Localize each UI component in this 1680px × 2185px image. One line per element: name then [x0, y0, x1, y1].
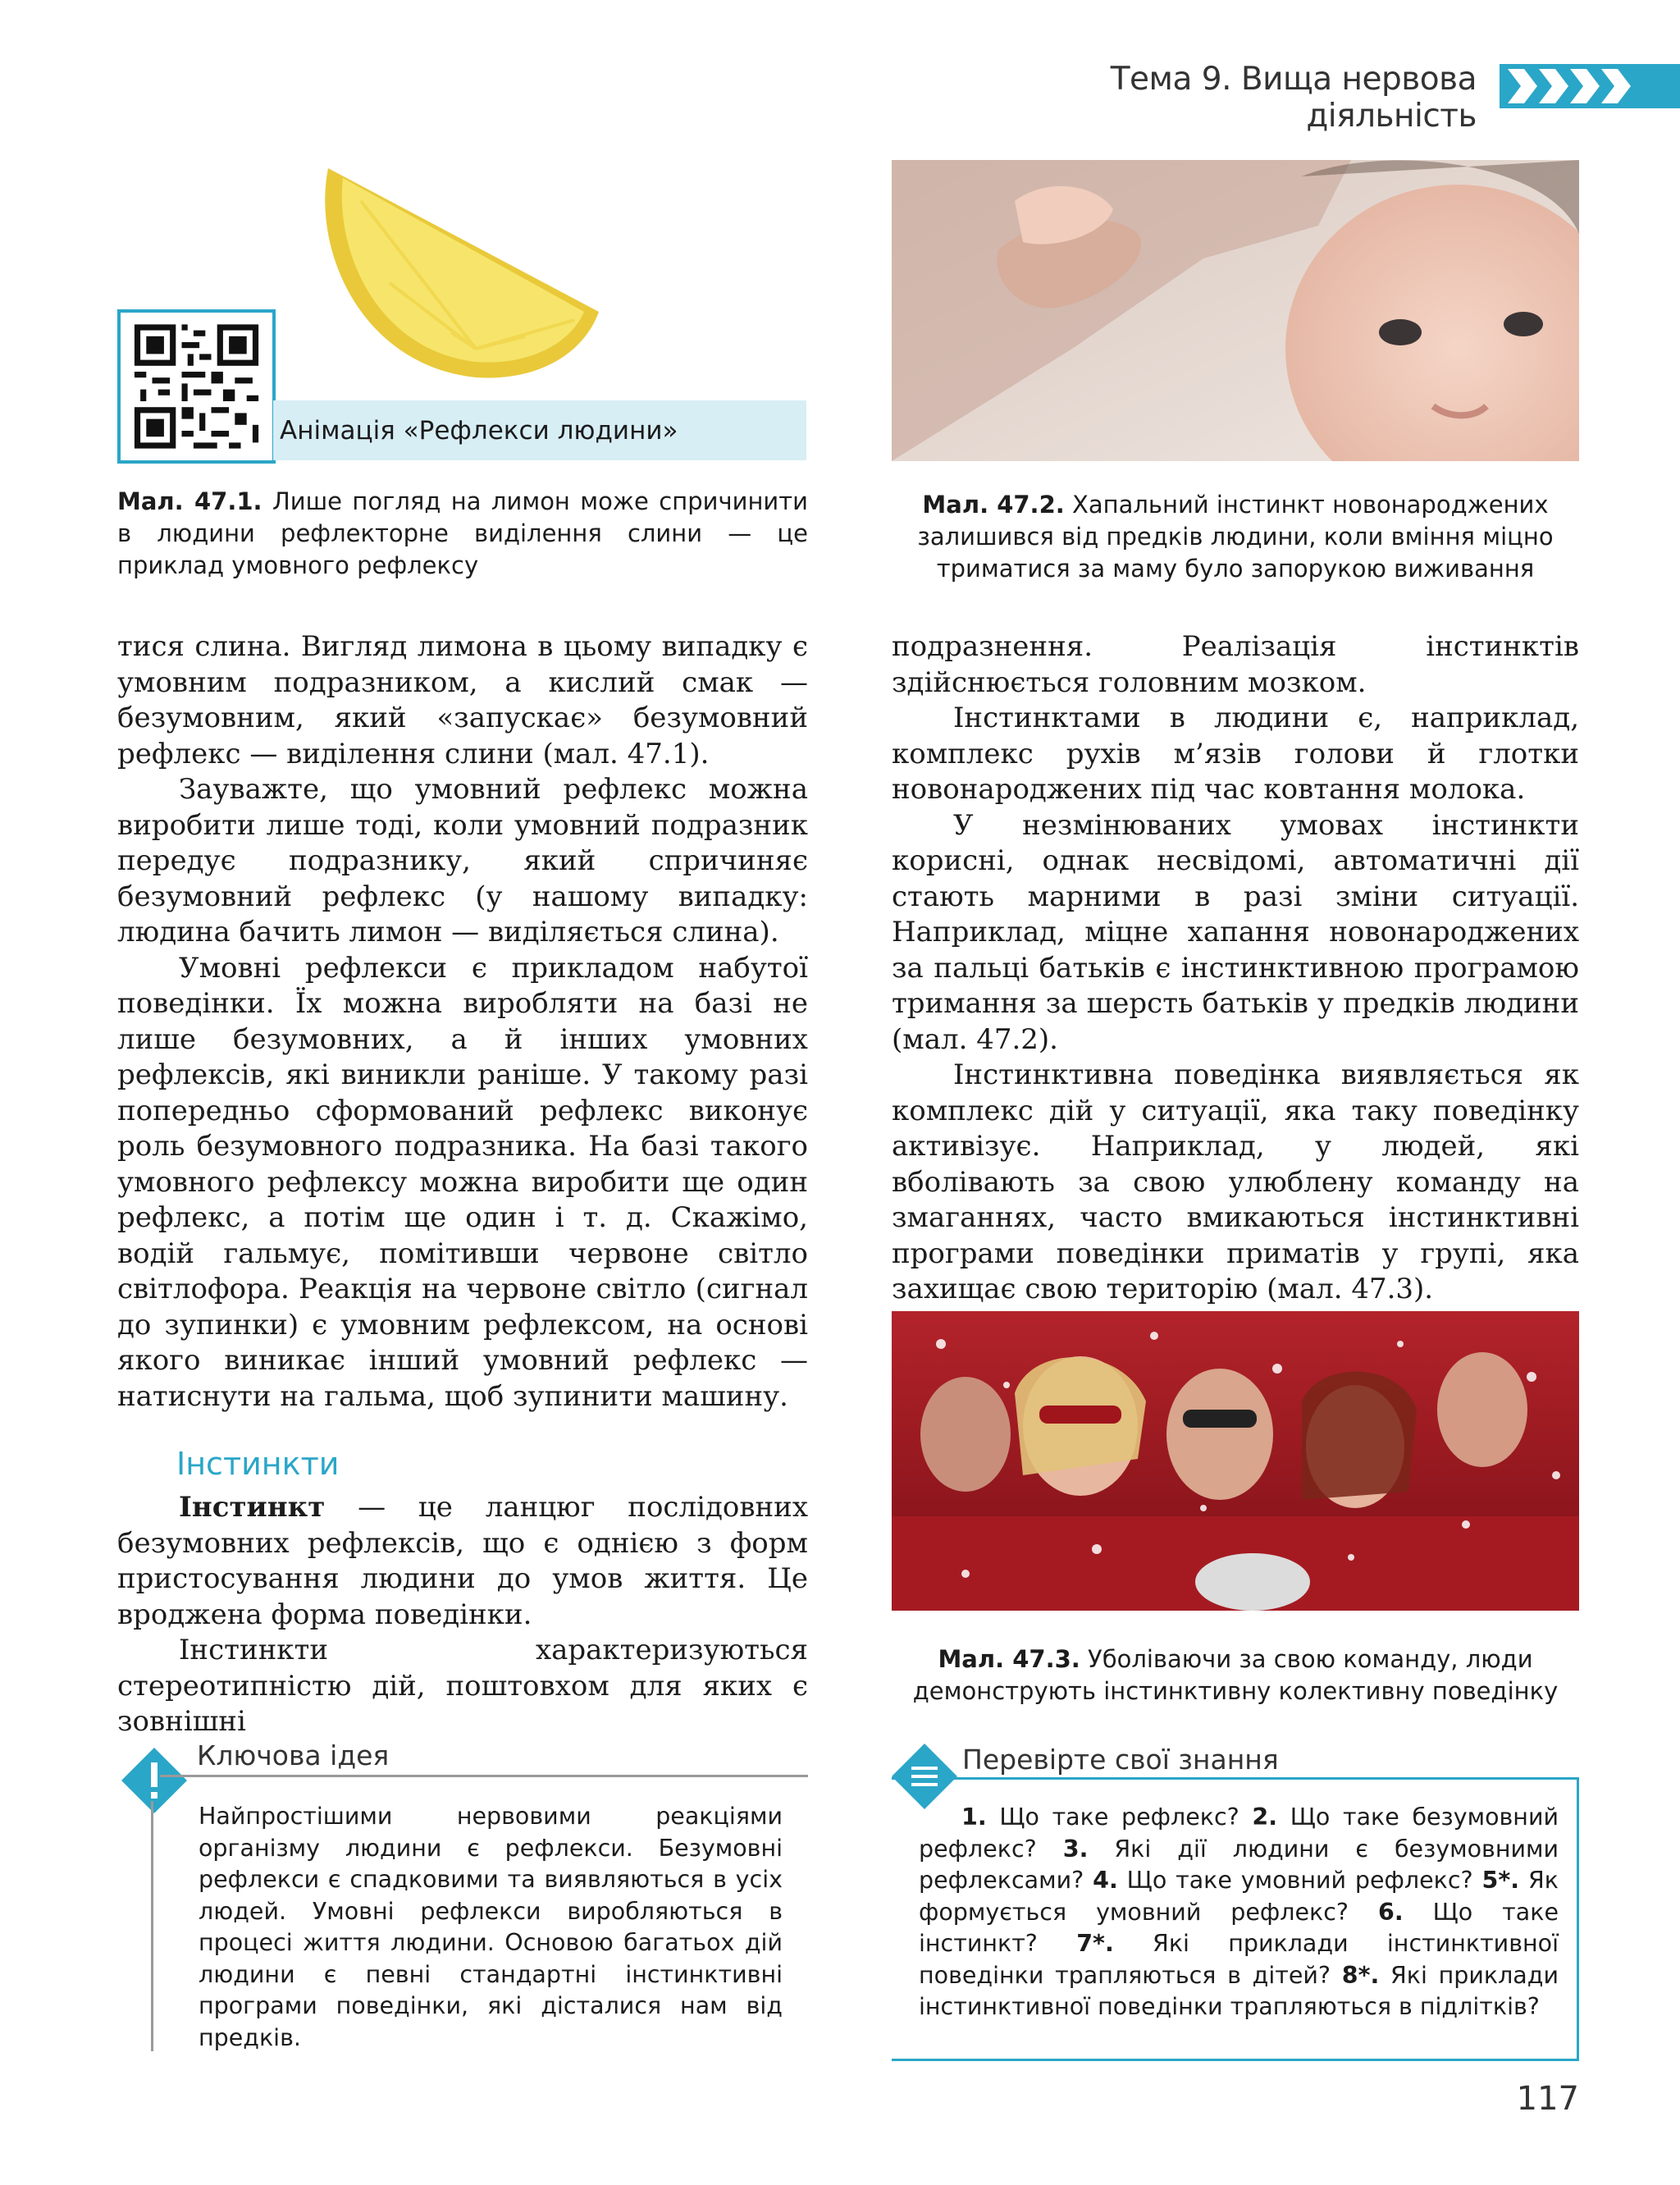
paragraph: У незмінюваних умовах інстинкти корисні, однак несвідомі, автоматичні дії стають марними в разі зміни ситуації. Наприклад, міцне хапання новонароджених за пальці батьків є інстинктивною програмою тримання за шерсть батьків у предків людини (мал. 47.2). — [892, 808, 1579, 1056]
figure-label: Мал. 47.3. — [938, 1645, 1080, 1673]
question-number: 6. — [1378, 1898, 1404, 1926]
qr-code-frame[interactable] — [117, 309, 276, 464]
list-icon — [892, 1744, 957, 1809]
question-text: Що таке інстинкт? — [919, 1898, 1559, 1957]
question-text: Що таке умовний рефлекс? — [1117, 1867, 1482, 1894]
page-number: 117 — [1516, 2080, 1579, 2118]
question-text: Що таке безумовний рефлекс? — [919, 1803, 1559, 1863]
paragraph: Інстинктивна поведінка виявляється як комплекс дій у ситуації, яка таку поведінку активізує. Наприклад, у людей, які вболівають за свою улюблену команду на змаганнях, часто вмикаються інстинктивні програми поведінки приматів у групі, яка захищає свою територію (мал. 47.3). — [892, 1058, 1579, 1305]
fans-crowd-image — [892, 1311, 1579, 1611]
figure-caption-text: Уболіваючи за свою команду, люди демонструють інстинктивну колективну поведінку — [912, 1645, 1559, 1705]
baby-grasp-image — [892, 160, 1579, 461]
paragraph: тися слина. Вигляд лимона в цьому випадку є умовним подразником, а кислий смак — безумовним, який «запускає» безумовний рефлекс — виділення слини (мал. 47.1). — [117, 630, 808, 770]
question-text: Що таке рефлекс? — [986, 1803, 1253, 1831]
qr-caption[interactable]: Анімація «Рефлекси людини» — [273, 400, 806, 460]
paragraph: Умовні рефлекси є прикладом набутої поведінки. Їх можна виробляти на базі не лише безумовних, а й інших умовних рефлексів, які виникли раніше. У такому разі попередньо сформований рефлекс виконує роль безумовного подразника. На базі такого умовного рефлексу можна виробити ще один рефлекс, а потім ще один і т. д. Скажімо, водій гальмує, помітивши червоне світло світлофора. Реакція на червоне світло (сигнал до зупинки) є умовним рефлексом, на основі якого виникає інший умовний рефлекс — натиснути на гальма, щоб зупинити машину. — [117, 951, 808, 1413]
key-idea-divider — [160, 1775, 808, 1777]
right-column-text — [892, 629, 1579, 1308]
qr-code-icon — [121, 313, 272, 460]
question-number: 5*. — [1481, 1867, 1520, 1894]
figure-caption-47-3 — [892, 1643, 1579, 1707]
definition-text: — це ланцюг послідовних безумовних рефлексів, що є однією з форм пристосування людини до умов життя. Це вроджена форма поведінки. — [117, 1491, 808, 1631]
question-number: 8*. — [1341, 1961, 1380, 1989]
check-knowledge-title: Перевірте свої знання — [962, 1744, 1279, 1776]
question-number: 1. — [961, 1803, 987, 1831]
question-text: Які приклади інстинктивної поведінки трапляються в дітей? — [919, 1930, 1559, 1989]
question-text: Які приклади інстинктивної поведінки трапляються в підлітків? — [919, 1961, 1559, 2020]
left-column-text-instincts — [117, 1490, 808, 1740]
key-idea-title: Ключова ідея — [197, 1739, 390, 1771]
question-text: Які дії людини є безумовними рефлексами? — [919, 1835, 1559, 1894]
paragraph — [117, 1490, 808, 1633]
left-column-text — [117, 629, 808, 1415]
section-heading: Інстинкти — [176, 1446, 340, 1482]
figure-caption-text: Хапальний інстинкт новонароджених залишився від предків людини, коли вміння міцно триматися за маму було запорукою виживання — [917, 491, 1554, 583]
figure-caption-47-1 — [117, 486, 808, 582]
key-idea-side-line — [151, 1801, 153, 2051]
paragraph: Інстинктами в людини є, наприклад, комплекс рухів м’язів голови й глотки новонароджених під час ковтання молока. — [892, 702, 1579, 806]
question-number: 4. — [1093, 1867, 1118, 1894]
figure-caption-text: Лише погляд на лимон може спричинити в людини рефлекторне виділення слини — це приклад умовного рефлексу — [117, 487, 808, 579]
paragraph: Інстинкти характеризуються стереотипністю дій, поштовхом для яких є зовнішні — [117, 1634, 808, 1738]
figure-label: Мал. 47.1. — [117, 487, 262, 515]
question-text: Як формується умовний рефлекс? — [919, 1867, 1559, 1926]
check-knowledge-questions — [919, 1802, 1559, 2023]
paragraph: подразнення. Реалізація інстинктів здійснюється головним мозком. — [892, 630, 1579, 699]
exclamation-icon — [121, 1748, 187, 1813]
term-instinct: Інстинкт — [179, 1491, 326, 1524]
question-number: 3. — [1062, 1835, 1089, 1863]
figure-label: Мал. 47.2. — [922, 491, 1065, 519]
question-number: 2. — [1252, 1803, 1278, 1831]
chapter-arrow-band — [1500, 64, 1680, 108]
key-idea-text: Найпростішими нервовими реакціями організму людини є рефлекси. Безумовні рефлекси є спадковими та виявляються в усіх людей. Умовні рефлекси виробляються в процесі життя людини. Основою багатьох дій людини є певні стандартні інстинктивні програми поведінки, які дісталися нам від предків. — [199, 1803, 783, 2051]
lemon-image — [312, 160, 607, 390]
question-number: 7*. — [1076, 1930, 1114, 1957]
paragraph: Зауважте, що умовний рефлекс можна виробити лише тоді, коли умовний подразник передує подразнику, який спричиняє безумовний рефлекс (у нашому випадку: людина бачить лимон — виділяється слина). — [117, 773, 808, 949]
figure-caption-47-2 — [892, 489, 1579, 585]
chapter-title: Тема 9. Вища нервова діяльність — [1110, 61, 1477, 135]
